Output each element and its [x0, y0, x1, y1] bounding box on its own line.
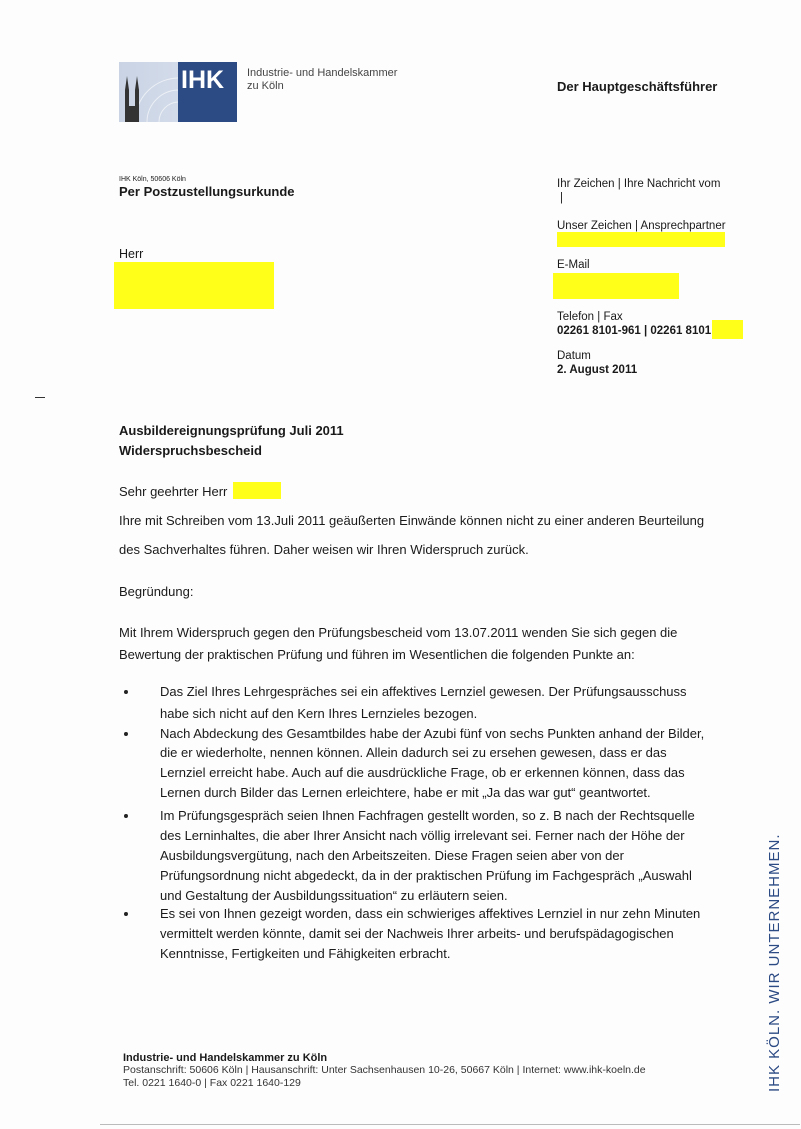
bullet3-line: und Gestaltung der Ausbildungssituation“ zu erläutern seien. [160, 888, 508, 903]
footer-org: Industrie- und Handelskammer zu Köln [123, 1052, 328, 1064]
bullet-icon [124, 814, 128, 818]
subject-line-1: Ausbildereignungsprüfung Juli 2011 [119, 423, 344, 438]
slogan: IHK KÖLN. WIR UNTERNEHMEN. [766, 833, 783, 1092]
recipient-salutation: Herr [119, 247, 144, 261]
redacted-recipient [114, 262, 274, 309]
subject-line-2: Widerspruchsbescheid [119, 443, 262, 458]
bullet2-line: Nach Abdeckung des Gesamtbildes habe der Azubi fünf von sechs Punkten anhand der Bilder, [160, 726, 705, 741]
logo-text: IHK [181, 66, 225, 94]
para1-line: des Sachverhaltes führen. Daher weisen wir Ihren Widerspruch zurück. [119, 542, 529, 557]
org-name-line2: zu Köln [247, 80, 284, 92]
ref-label: Ihr Zeichen | Ihre Nachricht vom [557, 178, 721, 190]
para2-line: Mit Ihrem Widerspruch gegen den Prüfungsbescheid vom 13.07.2011 wenden Sie sich gegen die [119, 625, 678, 640]
bullet2-line: Lernen durch Bilder das Lernen erleichtere, habe er mit „Ja das war gut“ geantwortet. [160, 785, 651, 800]
phone-value: 02261 8101-961 | 02261 8101 [557, 325, 712, 337]
bullet4-line: vermittelt werden könnte, damit sei der Nachweis Ihrer arbeits- und berufspädagogischen [160, 926, 674, 941]
bullet-icon [124, 732, 128, 736]
redacted-email [553, 273, 679, 299]
bullet2-line: die er wiederholte, nennen können. Allein dadurch sei zu ersehen gewesen, dass er das [160, 745, 667, 760]
reason-heading: Begründung: [119, 584, 194, 599]
bullet3-line: Prüfungsordnung nicht abgedeckt, da in der praktischen Prüfung im Fachgespräch „Auswahl [160, 868, 692, 883]
para2-line: Bewertung der praktischen Prüfung und führen im Wesentlichen die folgenden Punkte an: [119, 647, 635, 662]
redacted-fax-extension [712, 320, 743, 339]
org-name-line1: Industrie- und Handelskammer [247, 67, 398, 79]
bullet3-line: Im Prüfungsgespräch seien Ihnen Fachfragen gestellt worden, so z. B nach der Rechtsquelle [160, 808, 695, 823]
bullet-icon [124, 912, 128, 916]
date-label: Datum [557, 350, 591, 362]
date-value: 2. August 2011 [557, 364, 638, 376]
greeting: Sehr geehrter Herr [119, 484, 228, 499]
email-label: E-Mail [557, 259, 590, 271]
footer-address: Postanschrift: 50606 Köln | Hausanschrift: Unter Sachsenhausen 10-26, 50667 Köln | Internet: www.ihk-koeln.de [123, 1064, 646, 1076]
sender-title: Der Hauptgeschäftsführer [557, 79, 718, 94]
ref-value: | [560, 192, 563, 204]
cathedral-icon [119, 62, 178, 122]
bullet4-line: Kenntnisse, Fertigkeiten und Fähigkeiten erbracht. [160, 946, 451, 961]
return-address: IHK Köln, 50606 Köln [119, 176, 186, 183]
fold-mark [35, 397, 45, 398]
bullet2-line: Lernziel erreicht habe. Auch auf die ausdrückliche Frage, ob er erkennen können, dass das [160, 765, 685, 780]
bullet1-line: habe sich nicht auf den Kern Ihres Lernzieles bezogen. [160, 706, 478, 721]
our-ref-label: Unser Zeichen | Ansprechpartner [557, 220, 726, 232]
footer-phone: Tel. 0221 1640-0 | Fax 0221 1640-129 [123, 1077, 301, 1089]
ihk-logo [119, 62, 237, 122]
bullet3-line: des Lerninhaltes, die aber Ihrer Ansicht nach völlig irrelevant sei. Ferner nach der Höhe der [160, 828, 685, 843]
phone-label: Telefon | Fax [557, 311, 623, 323]
delivery-method: Per Postzustellungsurkunde [119, 184, 295, 199]
redacted-name [233, 482, 281, 499]
para1-line: Ihre mit Schreiben vom 13.Juli 2011 geäußerten Einwände können nicht zu einer anderen Beurteilung [119, 513, 705, 528]
bullet4-line: Es sei von Ihnen gezeigt worden, dass ein schwieriges affektives Lernziel in nur zehn Minuten [160, 906, 701, 921]
bullet-icon [124, 690, 128, 694]
bottom-edge [100, 1124, 800, 1125]
bullet1-line: Das Ziel Ihres Lehrgespräches sei ein affektives Lernziel gewesen. Der Prüfungsausschuss [160, 684, 687, 699]
bullet3-line: Ausbildungsvergütung, nach den Arbeitszeiten. Diese Fragen seien aber von der [160, 848, 624, 863]
redacted-contact [557, 232, 725, 247]
